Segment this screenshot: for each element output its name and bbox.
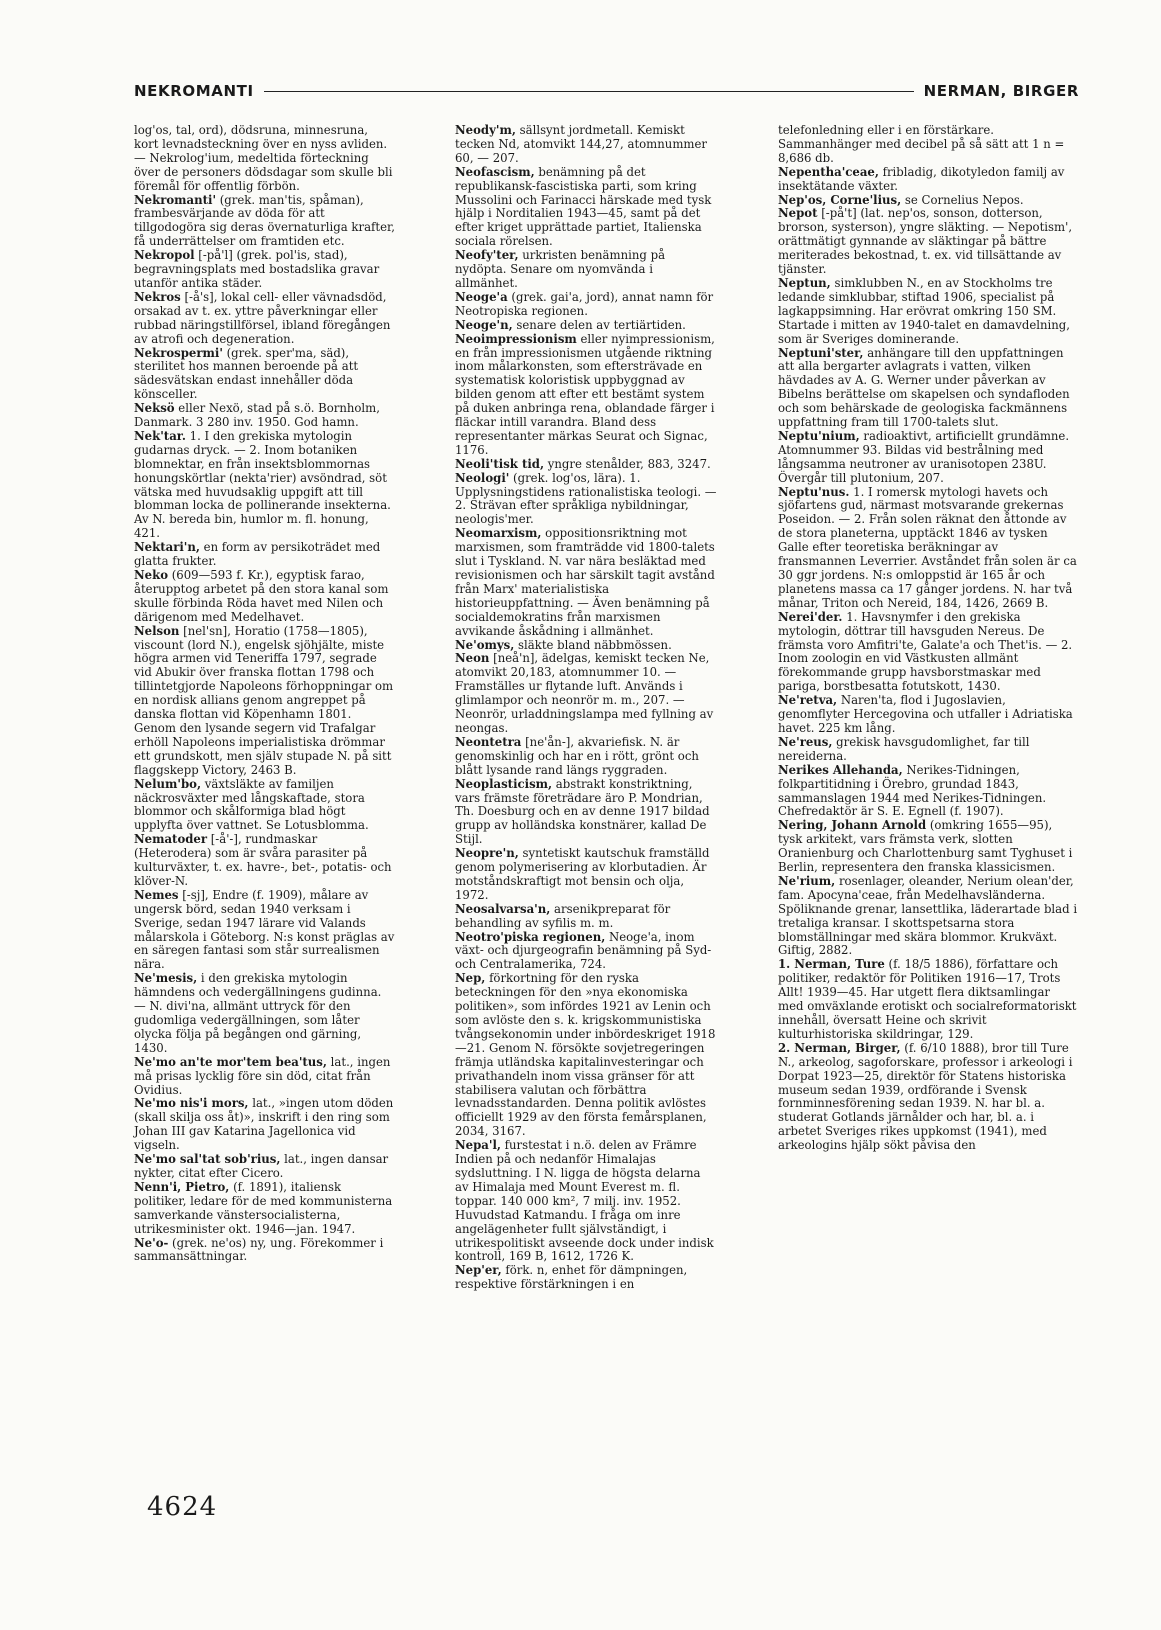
dictionary-entry [778, 347, 1078, 430]
entry-text: Nerikes-Tidningen, folkpartitidning i Örebro, grundad 1843, sammanslagen 1944 med Nerikes-Tidningen. Chefredaktör är S. E. Egnell (f. 1907). [778, 762, 1047, 819]
entry-text: i den grekiska mytologin hämndens och vedergällningens gudinna. — N. divi'na, allmänt uttryck för den gudomliga vedergällningen, som låter olycka följa på begången ond gärning, 1430. [134, 971, 382, 1055]
entry-headword: Nepentha'ceae, [778, 164, 879, 179]
entry-text: eller Nexö, stad på s.ö. Bornholm, Danmark. 3 280 inv. 1950. God hamn. [134, 401, 380, 430]
dictionary-entry [778, 611, 1078, 694]
entry-text: förk. n, enhet för dämpningen, respektive förstärkningen i en [455, 1263, 688, 1292]
entry-headword: Nematoder [134, 832, 208, 847]
entry-text: förkortning för den ryska beteckningen för den »nya ekonomiska politiken», som infördes 1921 av Lenin och som avlöste den s. k. krigskommunistiska tvångsekonomin under inbördeskriget 1918—21. Genom N. försökte sovjetregeringen främja utländska kapitalinvesteringar och privathandeln inom vissa gränser för att stabilisera valutan och förbättra levnadsstandarden. Denna politik avlöstes officiellt 1929 av den första femårsplanen, 2034, 3167. [455, 971, 716, 1139]
entry-headword: Ne'mo sal'tat sob'rius, [134, 1152, 281, 1167]
dictionary-entry [455, 124, 717, 166]
entry-text: fribladig, dikotyledon familj av insektätande växter. [778, 164, 1065, 193]
dictionary-entry [134, 1097, 396, 1153]
dictionary-entry [455, 249, 717, 291]
entry-text: [neå'n], ädelgas, kemiskt tecken Ne, atomvikt 20,183, atomnummer 10. — Framställes ur flytande luft. Används i glimlampor och neonrör m. m., 207. — Neonrör, urladdningslampa med fyllning av neongas. [455, 651, 714, 735]
entry-headword: Ne'mesis, [134, 971, 198, 986]
entry-text: log'os, tal, ord), dödsruna, minnesruna, kort levnadsteckning över en nyss avliden. — Nekrolog'ium, medeltida förteckning över de personers dödsdagar som skulle bli föremål för offentlig förbön. [134, 123, 393, 193]
column-3 [778, 124, 1078, 1153]
entry-text: arsenikpreparat för behandling av syfilis m. m. [455, 901, 671, 930]
entry-text: simklubben N., en av Stockholms tre ledande simklubbar, stiftad 1906, specialist på lagkappsimning. Har erövrat omkring 150 SM. Startade i mitten av 1940-talet en damavdelning, som är Sveriges dominerande. [778, 275, 1070, 346]
entry-text: abstrakt konstriktning, vars främste företrädare äro P. Mondrian, Th. Doesburg och en av denne 1917 bildad grupp av holländska konstnärer, kallad De Stijl. [455, 776, 710, 847]
dictionary-entry [778, 875, 1078, 958]
dictionary-entry [455, 639, 717, 653]
dictionary-entry [455, 736, 717, 778]
dictionary-entry [455, 652, 717, 735]
running-head [134, 80, 1079, 102]
entry-text: lat., ingen må prisas lycklig före sin död, citat från Ovidius. [134, 1054, 391, 1097]
entry-text: anhängare till den uppfattningen att alla bergarter avlagrats i vatten, vilken hävdades av A. G. Werner under påverkan av Bibelns berättelse om skapelsen och syndafloden och som behärskade de geologiska fackmännens uppfattning fram till 1700-talets slut. [778, 345, 1070, 430]
entry-text: grekisk havsgudomlighet, far till nereiderna. [778, 734, 1030, 763]
dictionary-entry [455, 847, 717, 903]
entry-headword: Neksö [134, 401, 175, 416]
entry-text: (grek. log'os, lära). 1. Upplysningstidens rationalistiska teologi. — 2. Strävan efter språkliga nybildningar, neologis'mer. [455, 470, 717, 527]
dictionary-entry [134, 1181, 396, 1237]
entry-text: se Cornelius Nepos. [901, 192, 1024, 207]
entry-headword: Ne'mo an'te mor'tem bea'tus, [134, 1054, 327, 1069]
entry-text: Naren'ta, flod i Jugoslavien, genomflyter Hercegovina och utfaller i Adriatiska havet. 225 km lång. [778, 693, 1073, 735]
column-2 [455, 124, 717, 1292]
entry-headword: Nerei'der. [778, 609, 843, 624]
entry-text: [nel'sn], Horatio (1758—1805), viscount (lord N.), engelsk sjöhjälte, miste högra armen vid Teneriffa 1797, segrade vid Abukir över franska flottan 1798 och tillintetgjorde Napoleons förhoppningar om en nordisk allians genom angreppet på danska flottan vid Köpenhamn 1801. Genom den lysande segern vid Trafalgar erhöll Napoleons imperialistiska drömmar ett grundskott, men själv stupade N. på sitt flaggskepp Victory, 2463 B. [134, 623, 394, 777]
entry-text: 1. Havsnymfer i den grekiska mytologin, döttrar till havsguden Nereus. De främsta voro Amfitri'te, Galate'a och Thet'is. — 2. Inom zoologin en vid Västkusten allmänt förekommande grupp havsborstmaskar med pariga, borstbesatta fotutskott, 1430. [778, 609, 1073, 694]
dictionary-entry [778, 194, 1078, 208]
entry-headword: Nek'tar. [134, 428, 186, 443]
entry-headword: 1. Nerman, Ture [778, 957, 885, 972]
entry-text: [-på'l] (grek. pol'is, stad), begravningsplats med bostadslika gravar utanför antika städer. [134, 248, 380, 290]
entry-headword: Nektari'n, [134, 540, 200, 555]
entry-headword: Nekros [134, 289, 181, 304]
entry-text: rosenlager, oleander, Nerium olean'der, fam. Apocyna'ceae, från Medelhavsländerna. Spöliknande grenar, lansettlika, läderartade blad i tretaliga kransar. I skottspetsarna stora blomställningar med skära blommor. Krukväxt. Giftig, 2882. [778, 873, 1078, 958]
entry-text: (grek. ne'os) ny, ung. Förekommer i sammansättningar. [134, 1235, 384, 1264]
entry-headword: Nepot [778, 206, 818, 221]
dictionary-entry [778, 736, 1078, 764]
entry-text: lat., »ingen utom döden (skall skilja oss åt)», inskrift i den ring som Johan III gav Katarina Jagellonica vid vigseln. [134, 1096, 394, 1153]
entry-headword: Nelson [134, 623, 180, 638]
entry-text: (omkring 1655—95), tysk arkitekt, vars främsta verk, slotten Oranienburg och Charlottenburg samt Tyghuset i Berlin, representera den franska klassicismen. [778, 818, 1073, 875]
entry-headword: Neofy'ter, [455, 248, 519, 263]
entry-headword: Neopre'n, [455, 846, 519, 861]
entry-text: (grek. gai'a, jord), annat namn för Neotropiska regionen. [455, 289, 714, 318]
dictionary-entry [778, 277, 1078, 347]
dictionary-entry [455, 472, 717, 528]
dictionary-entry [455, 931, 717, 973]
dictionary-entry [134, 1056, 396, 1098]
entry-text: senare delen av tertiärtiden. [512, 317, 686, 332]
entry-text: benämning på det republikansk-fascistiska parti, som kring Mussolini och Farinacci härskade med tysk hjälp i Norditalien 1943—45, samt på det efter kriget upprättade partiet, Italienska sociala rörelsen. [455, 164, 712, 249]
dictionary-entry [134, 569, 396, 625]
entry-text: (609—593 f. Kr.), egyptisk farao, återupptog arbetet på den stora kanal som skulle förbinda Röda havet med Nilen och därigenom med Medelhavet. [134, 568, 389, 624]
entry-headword: Neptu'nus. [778, 484, 850, 499]
entry-text: (f. 18/5 1886), författare och politiker, redaktör för Politiken 1916—17, Trots Allt! 1939—45. Har utgett flera diktsamlingar med omväxlande erotiskt och socialreformatoriskt innehåll, översatt Heine och skrivit kulturhistoriska skildringar, 129. [778, 957, 1077, 1041]
entry-text: [-å'-], rundmaskar (Heterodera) som är svåra parasiter på kulturväxter, t. ex. havre-, bet-, potatis- och klöver-N. [134, 832, 392, 888]
entry-headword: Neofascism, [455, 164, 535, 179]
entry-headword: Neptu'nium, [778, 428, 860, 443]
entry-text: syntetiskt kautschuk framställd genom polymerisering av klorbutadien. Är motståndskraftigt mot bensin och olja, 1972. [455, 846, 710, 902]
entry-headword: Neoli'tisk tid, [455, 456, 545, 471]
entry-text: (f. 1891), italiensk politiker, ledare för de med kommunisterna samverkande vänstersocialisterna, utrikesminister okt. 1946—jan. 1947. [134, 1179, 393, 1236]
dictionary-entry [134, 194, 396, 250]
dictionary-entry [778, 124, 1078, 166]
entry-text: furstestat i n.ö. delen av Främre Indien på och nedanför Himalajas sydsluttning. I N. ligga de högsta delarna av Himalaja med Mount Everest m. fl. toppar. 140 000 km², 7 milj. inv. 1952. Huvudstad Katmandu. I fråga om inre angelägenheter fullt självständigt, i utrikespolitiskt avseende dock under indisk kontroll, 169 B, 1612, 1726 K. [455, 1138, 714, 1264]
dictionary-entry [455, 166, 717, 249]
dictionary-entry [778, 430, 1078, 486]
running-head-right: NERMAN, BIRGER [923, 82, 1079, 100]
dictionary-entry [134, 124, 396, 194]
entry-headword: Neoimpressionism [455, 331, 577, 346]
entry-headword: Nep'os, Corne'lius, [778, 192, 902, 207]
dictionary-entry [134, 402, 396, 430]
entry-headword: Neologi' [455, 470, 510, 485]
entry-headword: Neko [134, 568, 169, 582]
entry-text: urkristen benämning på nydöpta. Senare om nyomvända i allmänhet. [455, 248, 666, 290]
entry-headword: Neptun, [778, 275, 831, 290]
entry-text: [-å's], lokal cell- eller vävnadsdöd, orsakad av t. ex. yttre påverkningar eller rubbad näringstillförsel, ibland föregången av atrofi och degeneration. [134, 289, 391, 346]
dictionary-entry [134, 1153, 396, 1181]
entry-text: Neoge'a, inom växt- och djurgeografin benämning på Syd- och Centralamerika, 724. [455, 929, 712, 972]
entry-text: släkte bland näbbmössen. [514, 637, 672, 652]
entry-text: en form av persikoträdet med glatta frukter. [134, 540, 381, 569]
entry-headword: Ne'mo nis'i mors, [134, 1096, 249, 1111]
entry-headword: Neotro'piska regionen, [455, 929, 606, 944]
dictionary-entry [455, 903, 717, 931]
running-head-rule [264, 91, 914, 92]
dictionary-entry [134, 347, 396, 403]
dictionary-entry [778, 1042, 1078, 1153]
dictionary-entry [134, 249, 396, 291]
dictionary-entry [778, 694, 1078, 736]
entry-headword: Nerikes Allehanda, [778, 762, 903, 777]
dictionary-entry [455, 527, 717, 638]
entry-headword: Ne'o- [134, 1235, 169, 1250]
entry-headword: Ne'rium, [778, 873, 836, 888]
entry-headword: Ne'omys, [455, 637, 515, 652]
entry-headword: Neomarxism, [455, 526, 542, 541]
entry-text: lat., ingen dansar nykter, citat efter Cicero. [134, 1152, 389, 1180]
entry-text: sällsynt jordmetall. Kemiskt tecken Nd, atomvikt 144,27, atomnummer 60, — 207. [455, 123, 707, 165]
dictionary-entry [778, 486, 1078, 611]
dictionary-entry [134, 833, 396, 889]
entry-text: växtsläkte av familjen näckrosväxter med långskaftade, stora blommor och skålformiga blad högt upplyfta över vattnet. Se Lotusblomma. [134, 776, 369, 833]
entry-headword: Nenn'i, Pietro, [134, 1179, 230, 1194]
entry-headword: Neosalvarsa'n, [455, 901, 551, 916]
column-1 [134, 124, 396, 1264]
dictionary-entry [134, 625, 396, 778]
dictionary-entry [455, 319, 717, 333]
dictionary-entry [455, 972, 717, 1139]
running-head-left: NEKROMANTI [134, 82, 254, 100]
entry-text: yngre stenålder, 883, 3247. [544, 456, 711, 471]
entry-headword: Nekropol [134, 248, 195, 263]
entry-headword: Nelum'bo, [134, 776, 202, 791]
entry-headword: Neon [455, 651, 490, 666]
dictionary-entry [455, 1139, 717, 1264]
dictionary-entry [134, 291, 396, 347]
entry-headword: 2. Nerman, Birger, [778, 1040, 901, 1055]
entry-text: [ne'ån-], akvariefisk. N. är genomskinlig och har en i rött, grönt och blått lysande rand längs ryggraden. [455, 734, 699, 777]
dictionary-entry [134, 972, 396, 1055]
dictionary-entry [134, 430, 396, 541]
entry-text: 1. I romersk mytologi havets och sjöfartens gud, närmast motsvarande grekernas Poseidon. — 2. Från solen räknat den åttonde av de stora planeterna, upptäckt 1846 av tysken Galle efter teoretiska beräkningar av fransmannen Leverrier. Avståndet från solen är ca 30 ggr jordens. N:s omloppstid är 165 år och planetens massa ca 17 gånger jordens. N. har två månar, Triton och Nereid, 184, 1426, 2669 B. [778, 484, 1077, 610]
entry-headword: Nepa'l, [455, 1138, 501, 1153]
entry-text: (grek. man'tis, spåman), frambesvärjande av döda för att tillgodogöra sig deras övernaturliga krafter, få underrättelser om framtiden etc. [134, 192, 396, 249]
dictionary-entry [778, 819, 1078, 875]
entry-headword: Nemes [134, 887, 179, 902]
entry-text: [-på't] (lat. nep'os, sonson, dotterson, brorson, systerson), yngre släkting. — Nepotism', orättmätigt gynnande av släktingar på bättre meriterades bekostnad, t. ex. vid tillsättande av tjänster. [778, 206, 1073, 277]
entry-headword: Neoge'a [455, 289, 508, 304]
entry-text: (grek. sper'ma, säd), sterilitet hos mannen beroende på att sädesvätskan endast innehåller döda könsceller. [134, 345, 359, 402]
entry-headword: Neoplasticism, [455, 776, 553, 791]
dictionary-entry [455, 778, 717, 848]
dictionary-entry [134, 889, 396, 972]
dictionary-entry [455, 333, 717, 458]
entry-headword: Nering, Johann Arnold [778, 818, 927, 833]
dictionary-entry [778, 166, 1078, 194]
entry-text: telefonledning eller i en förstärkare. Sammanhänger med decibel på så sätt att 1 n = 8,686 db. [778, 123, 1065, 165]
dictionary-entry [778, 207, 1078, 277]
entry-text: eller nyimpressionism, en från impressionismen utgående riktning inom målarkonsten, som eftersträvade en systematisk koloristisk uppbyggnad av bilden genom att efter ett bestämt system på duken anbringa rena, oblandade färger i fläckar intill varandra. Bland dess representanter märkas Seurat och Signac, 1176. [455, 331, 715, 457]
entry-headword: Nep, [455, 971, 486, 986]
dictionary-entry [134, 778, 396, 834]
entry-headword: Ne'reus, [778, 734, 833, 749]
entry-headword: Nekromanti' [134, 192, 217, 207]
page-number: 4624 [147, 1492, 218, 1522]
entry-text: [-sj], Endre (f. 1909), målare av ungersk börd, sedan 1940 verksam i Sverige, sedan 1947 lärare vid Valands målarskola i Göteborg. N:s konst präglas av en säregen fantasi som står surrealismen nära. [134, 887, 395, 972]
entry-text: (f. 6/10 1888), bror till Ture N., arkeolog, sagoforskare, professor i arkeologi i Dorpat 1923—25, direktör för Statens historiska museum sedan 1939, ordförande i Svensk fornminnesförening sedan 1939. N. har bl. a. studerat Gotlands järnålder och har, bl. a. i arbetet Sveriges rikes uppkomst (1941), med arkeologins hjälp sökt påvisa den [778, 1040, 1073, 1153]
dictionary-entry [134, 541, 396, 569]
dictionary-entry [455, 458, 717, 472]
entry-headword: Nep'er, [455, 1263, 502, 1278]
entry-text: oppositionsriktning mot marxismen, som framträdde vid 1800-talets slut i Tyskland. N. var nära besläktad med revisionismen och har särskilt tagit avstånd från Marx' materialistiska historieuppfattning. — Även benämning på socialdemokratins från marxismen avvikande åskådning i allmänhet. [455, 526, 715, 638]
dictionary-entry [455, 291, 717, 319]
entry-text: 1. I den grekiska mytologin gudarnas dryck. — 2. Inom botaniken blomnektar, en från insektsblommornas honungskörtlar (nekta'rier) avsöndrad, söt vätska med huvudsaklig uppgift att till blomman locka de pollinerande insekterna. Av N. bereda bin, humlor m. fl. honung, 421. [134, 428, 391, 541]
entry-headword: Nekrospermi' [134, 345, 223, 360]
dictionary-entry [778, 764, 1078, 820]
entry-headword: Neontetra [455, 734, 522, 749]
dictionary-entry [134, 1237, 396, 1265]
dictionary-entry [778, 958, 1078, 1041]
entry-headword: Neoge'n, [455, 317, 513, 332]
dictionary-entry [455, 1264, 717, 1292]
entry-headword: Neptuni'ster, [778, 345, 864, 360]
entry-headword: Ne'retva, [778, 693, 838, 708]
entry-headword: Neody'm, [455, 123, 516, 137]
entry-text: radioaktivt, artificiellt grundämne. Atomnummer 93. Bildas vid bestrålning med långsamma neutroner av uranisotopen 238U. Övergår till plutonium, 207. [778, 428, 1070, 485]
